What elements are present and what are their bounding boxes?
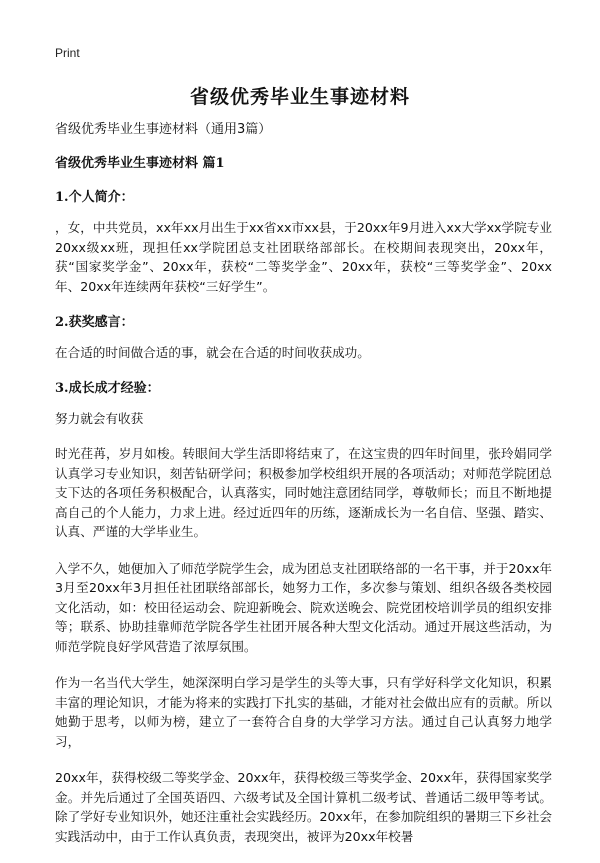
section-heading-intro: 1.个人简介： bbox=[55, 190, 134, 205]
paragraph-growth-1: 时光荏苒，岁月如梭。转眼间大学生活即将结束了，在这宝贵的四年时间里，张玲娟同学认真学习专业知识，刻苦钻研学问；积极参加学校组织开展的各项活动；对师范学院团总支下达的各项任务积极配合，认真落实，同时她注意团结同学，尊敬师长；而且不断地提高自己的个人能力，力求上进。经过近四年的历练，逐渐成长为一名自信、坚强、踏实、认真、严谨的大学毕业生。 bbox=[55, 446, 552, 539]
article-title: 省级优秀毕业生事迹材料 篇1 bbox=[55, 156, 225, 171]
paragraph-growth-3: 作为一名当代大学生，她深深明白学习是学生的头等大事，只有学好科学文化知识，积累丰富的理论知识，才能为将来的实践打下扎实的基础，才能对社会做出应有的贡献。所以她勤于思考，以师为榜，建立了一套符合自身的大学学习方法。通过自己认真努力地学习， bbox=[55, 675, 552, 749]
document-subtitle: 省级优秀毕业生事迹材料（通用3篇） bbox=[55, 122, 272, 137]
paragraph-growth-4: 20xx年，获得校级二等奖学金、20xx年，获得校级三等奖学金、20xx年，获得国家奖学金。并先后通过了全国英语四、六级考试及全国计算机二级考试、普通话二级甲等考试。除了学好专业知识外，她还注重社会实践经历。20xx年，在参加院组织的暑期三下乡社会实践活动中，由于工作认真负责，表现突出，被评为20xx年校暑 bbox=[55, 770, 552, 844]
section-heading-award-speech: 2.获奖感言： bbox=[55, 315, 134, 330]
document-body bbox=[55, 120, 552, 863]
paragraph-growth-2: 入学不久，她便加入了师范学院学生会，成为团总支社团联络部的一名干事，并于20xx年3月至20xx年3月担任社团联络部部长，她努力工作，多次参与策划、组织各级各类校园文化活动，如：校田径运动会、院迎新晚会、院欢送晚会、院党团校培训学员的组织安排等；联系、协助挂靠师范学院各学生社团开展各种大型文化活动。通过开展这些活动，为师范学院良好学风营造了浓厚氛围。 bbox=[55, 560, 552, 654]
section-heading-growth-experience: 3.成长成才经验： bbox=[55, 380, 160, 396]
paragraph-intro: ，女，中共党员，xx年xx月出生于xx省xx市xx县，于20xx年9月进入xx大学xx学院专业20xx级xx班，现担任xx学院团总支社团联络部部长。在校期间表现突出，20xx年，获“国家奖学金”、20xx年，获校“二等奖学金”、20xx年，获校“三等奖学金”、20xx年、20xx年连续两年获校“三好学生”。 bbox=[55, 220, 552, 294]
paragraph-growth-lead: 努力就会有收获 bbox=[55, 410, 144, 426]
paragraph-award-speech: 在合适的时间做合适的事，就会在合适的时间收获成功。 bbox=[55, 345, 370, 360]
document-title: 省级优秀毕业生事迹材料 bbox=[189, 86, 410, 108]
print-label: Print bbox=[55, 46, 80, 60]
